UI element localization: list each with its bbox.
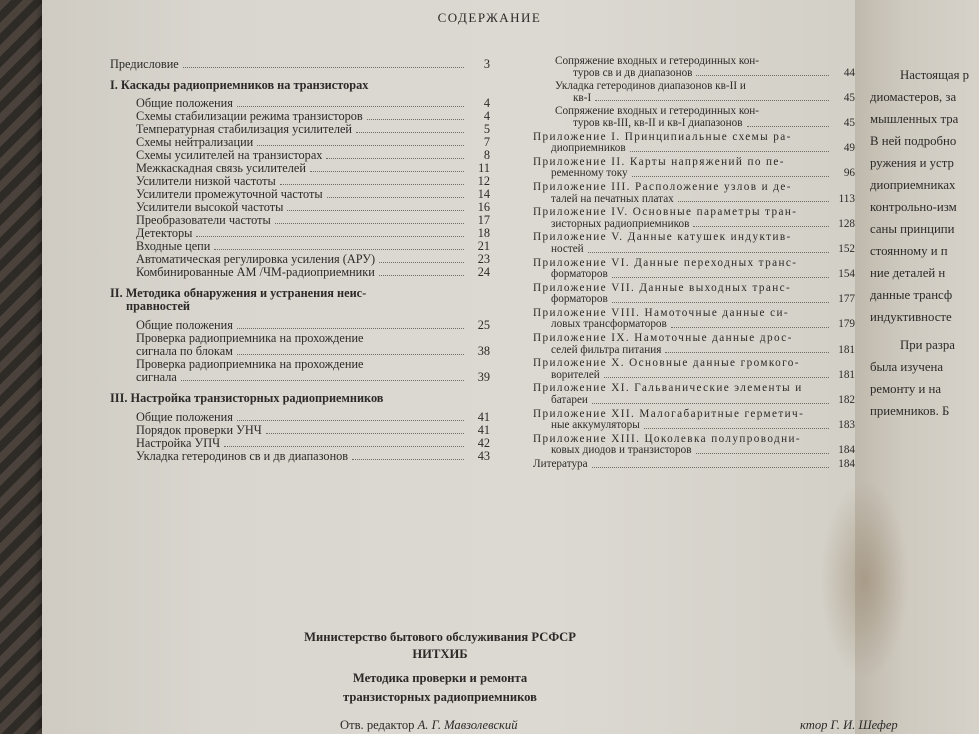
toc-entry [110,332,490,358]
toc-entry-line [533,345,855,357]
next-page-line: При разра [900,338,955,352]
toc-page-number: 14 [477,187,490,201]
toc-entry-title: ременному току [551,167,628,180]
toc-entry-title: Проверка радиоприемника на прохождение [136,331,364,345]
toc-entry [533,182,855,205]
toc-leader-dots [367,119,464,120]
toc-entry-title: Межкаскадная связь усилителей [136,161,306,175]
toc-entry-title: Проверка радиоприемника на прохождение [136,357,364,371]
toc-leader-dots [326,158,464,159]
next-page-line: ние деталей н [870,266,946,280]
toc-page-number: 23 [477,252,490,266]
toc-entry [533,157,855,180]
toc-section-line: II. Методика обнаружения и устранения неис- [110,286,367,300]
toc-entry [533,333,855,356]
toc-leader-dots [181,380,464,381]
toc-page-number: 49 [843,142,855,155]
toc-leader-dots [196,236,464,237]
toc-page-number: 16 [477,200,490,214]
toc-entry-title: Усилители высокой частоты [136,200,284,214]
toc-entry-line [533,219,855,231]
toc-entry-line [533,420,855,432]
toc-page-number: 38 [477,344,490,358]
toc-page-number: 12 [477,174,490,188]
toc-leader-dots [356,132,464,133]
toc-entry [533,81,855,104]
toc-entry [533,358,855,381]
next-page-line: Настоящая р [900,68,970,82]
toc-entry [533,258,855,281]
toc-entry-title: селей фильтра питания [551,343,662,356]
toc-entry-title: Схемы усилителей на транзисторах [136,148,323,162]
toc-entry-title: Температурная стабилизация усилителей [136,122,352,136]
paper-stain [820,480,910,680]
next-page-line: была изучена [870,360,944,374]
page-title: СОДЕРЖАНИЕ [437,10,542,25]
colophon-ministry: Министерство бытового обслуживания РСФСР [304,630,576,644]
toc-leader-dots [588,252,829,253]
editor-line [340,718,518,733]
toc-entry-title: Приложение VIII. Намоточные данные си- [533,306,789,319]
toc-entry-line [533,319,855,331]
toc-entry-title: Преобразователи частоты [136,213,271,227]
toc-entry-title: Схемы стабилизации режима транзисторов [136,109,363,123]
toc-leader-dots [592,467,829,468]
toc-entry-title: Приложение III. Расположение узлов и де- [533,180,792,193]
toc-entry-title: Сопряжение входных и гетеродинных кон- [555,105,760,118]
toc-leader-dots [592,403,829,404]
toc-page-number: 154 [838,268,855,281]
toc-entry-title: Комбинированные АМ /ЧМ-радиоприемники [136,265,375,279]
toc-entry [533,283,855,306]
toc-page-number: 43 [477,449,490,463]
toc-leader-dots [665,352,829,353]
toc-entry-title: Приложение XIII. Цоколевка полупроводни- [533,432,802,445]
toc-page-number: 128 [838,217,855,230]
colophon-title-1: Методика проверки и ремонта [352,671,528,685]
toc-page-number: 42 [477,436,490,450]
toc-entry [533,56,855,79]
toc-entry-title: Сопряжение входных и гетеродинных кон- [555,55,760,67]
toc-page-number: 45 [843,116,855,129]
toc-page-number: 4 [483,109,490,123]
toc-leader-dots [612,277,829,278]
toc-entry-title: ковых диодов и транзисторов [551,444,692,457]
toc-entry-title: ворителей [551,368,600,381]
toc-leader-dots [693,226,829,227]
toc-page-number: 181 [838,343,855,356]
toc-section-heading [110,287,490,313]
toc-page-number: 25 [477,318,490,332]
toc-leader-dots [257,145,464,146]
toc-entry-line [555,68,855,80]
toc-leader-dots [379,262,464,263]
toc-section-line: правностей [126,299,190,313]
toc-entry-title: Автоматическая регулировка усиления (АРУ) [136,252,376,266]
toc-entry-title: ные аккумуляторы [551,419,640,432]
toc-leader-dots [237,420,464,421]
toc-entry-title: Настройка УПЧ [136,436,221,450]
toc-entry-title: диоприемников [551,142,626,155]
toc-entry-line [533,143,855,155]
toc-leader-dots [696,75,829,76]
toc-entry-title: Приложение X. Основные данные громкого- [533,357,800,370]
toc-entry-title: Общие положения [136,318,233,332]
toc-entry-line [555,93,855,105]
toc-page-number: 5 [483,122,490,136]
toc-page-number: 39 [477,370,490,384]
toc-entry [533,308,855,331]
toc-entry-line [533,395,855,407]
toc-entry [110,450,490,463]
toc-entry [533,132,855,155]
next-page-line: данные трансф [870,288,953,302]
toc-entry-title: Литература [533,458,588,470]
toc-page-number: 181 [838,368,855,381]
toc-leader-dots [237,106,464,107]
toc-entry-title: Приложение VII. Данные выходных транс- [533,281,792,294]
toc-entry-title: кв-I [573,91,592,104]
toc-entry-line [136,371,490,384]
toc-entry-title: Приложение XI. Гальванические элементы и [533,382,803,395]
toc-leader-dots [275,223,464,224]
toc-page-number: 113 [838,192,855,205]
toc-page-number: 184 [838,444,855,457]
colophon-org: НИТХИБ [412,647,468,661]
toc-page-number: 183 [838,419,855,432]
toc-page-number: 7 [483,135,490,149]
colophon-title-2: транзисторных радиоприемников [343,690,537,704]
toc-leader-dots [696,453,830,454]
toc-leader-dots [379,275,464,276]
toc-page-number: 96 [843,167,855,180]
toc-page-number: 18 [477,226,490,240]
toc-entry-line [533,244,855,256]
toc-leader-dots [214,249,464,250]
toc-leader-dots [747,126,829,127]
toc-right-column [533,56,855,471]
toc-page-number: 182 [838,394,855,407]
toc-page-number: 184 [838,458,855,470]
next-page-line: приемников. Б [870,404,950,418]
next-page-line: стоянному и п [870,244,948,258]
toc-entry [110,58,490,71]
toc-leader-dots [630,151,829,152]
toc-leader-dots [183,67,464,68]
toc-entry-title: талей на печатных платах [551,192,674,205]
next-page-line: диоприемниках [870,178,956,192]
next-page-line: диомастеров, за [870,90,957,104]
next-page-text [870,64,979,422]
toc-page-number: 44 [843,66,855,79]
toc-entry-line [533,269,855,281]
next-page-line: мышленных тра [870,112,959,126]
toc-entry-title: Приложение VI. Данные переходных транс- [533,256,798,269]
toc-entry-title: батареи [551,394,588,407]
toc-entry-title: Предисловие [110,57,179,71]
toc-entry-line [533,168,855,180]
toc-leader-dots [644,428,829,429]
toc-entry-title: ностей [551,242,584,255]
toc-leader-dots [678,201,829,202]
toc-leader-dots [352,459,464,460]
toc-entry-title: Приложение II. Карты напряжений по пе- [533,155,785,168]
toc-entry-line [555,118,855,130]
toc-leader-dots [237,354,464,355]
editor-name: А. Г. Мавзолевский [417,718,518,732]
toc-entry [110,358,490,384]
toc-entry [533,434,855,457]
toc-entry-title: Схемы нейтрализации [136,135,254,149]
toc-entry-title: Общие положения [136,410,233,424]
toc-leader-dots [310,171,464,172]
toc-page-number: 11 [478,161,490,175]
toc-entry-title: туров св и дв диапазонов [573,66,693,79]
toc-entry-line [533,445,855,457]
toc-entry [533,409,855,432]
toc-entry-title: Приложение IX. Намоточные данные дрос- [533,332,793,345]
toc-entry-title: ловых трансформаторов [551,318,667,331]
toc-page-number: 21 [477,239,490,253]
toc-entry-title: сигнала [136,370,177,384]
toc-entry-title: форматоров [551,268,608,281]
toc-leader-dots [224,446,464,447]
next-page-line: ружения и устр [870,156,954,170]
toc-entry [533,383,855,406]
toc-entry-title: Входные цепи [136,239,211,253]
toc-leader-dots [612,302,829,303]
toc-section-heading: I. Каскады радиоприемников на транзисторах [110,78,369,92]
toc-entry [533,459,855,471]
toc-entry-line [533,194,855,206]
toc-page-number: 152 [838,242,855,255]
toc-leader-dots [287,210,464,211]
toc-entry-title: сигнала по блокам [136,344,233,358]
toc-entry-title: туров кв-III, кв-II и кв-I диапазонов [573,116,743,129]
editor-fragment: ктор Г. И. Шефер [800,718,898,732]
toc-entry-title: форматоров [551,293,608,306]
toc-page-number: 45 [843,91,855,104]
toc-leader-dots [671,327,829,328]
toc-leader-dots [632,176,829,177]
toc-page-number: 8 [483,148,490,162]
toc-entry [533,232,855,255]
toc-entry-title: Порядок проверки УНЧ [136,423,262,437]
toc-leader-dots [595,100,829,101]
toc-leader-dots [327,197,464,198]
toc-entry-title: Усилители промежуточной частоты [136,187,323,201]
toc-entry-title: Усилители низкой частоты [136,174,276,188]
toc-entry-line [533,294,855,306]
toc-page-number: 17 [477,213,490,227]
next-page-line: индуктивносте [870,310,952,324]
next-page-line: контрольно-изм [870,200,957,214]
toc-entry-title: зисторных радиоприемников [551,217,690,230]
toc-page-number: 24 [477,265,490,279]
toc-leader-dots [266,433,464,434]
toc-entry-title: Детекторы [136,226,193,240]
editor-label: Отв. редактор [340,718,415,732]
toc-page-number: 4 [483,96,490,110]
next-page-line: саны принципи [870,222,955,236]
toc-entry [533,207,855,230]
toc-entry [533,106,855,129]
toc-page-number: 179 [838,318,855,331]
toc-section-heading: III. Настройка транзисторных радиоприемников [110,391,384,405]
toc-page-number: 41 [477,423,490,437]
toc-entry-title: Укладка гетеродинов св и дв диапазонов [136,449,349,463]
toc-leader-dots [604,377,829,378]
toc-entry [110,266,490,279]
toc-page-number: 41 [477,410,490,424]
toc-entry-title: Общие положения [136,96,233,110]
toc-entry-title: Приложение V. Данные катушек индуктив- [533,231,792,244]
toc-page-number: 3 [483,57,490,71]
toc-leader-dots [280,184,464,185]
toc-left-column [110,58,490,463]
toc-leader-dots [237,328,464,329]
toc-page-number: 177 [838,293,855,306]
toc-entry-title: Приложение I. Принципиальные схемы ра- [533,130,792,143]
next-page-line: В ней подробно [870,134,957,148]
toc-entry-line [533,370,855,382]
next-page-line: ремонту и на [870,382,942,396]
toc-entry-title: Приложение XII. Малогабаритные герметич- [533,407,805,420]
toc-entry-title: Укладка гетеродинов диапазонов кв-II и [555,80,746,93]
toc-entry-title: Приложение IV. Основные параметры тран- [533,206,798,219]
